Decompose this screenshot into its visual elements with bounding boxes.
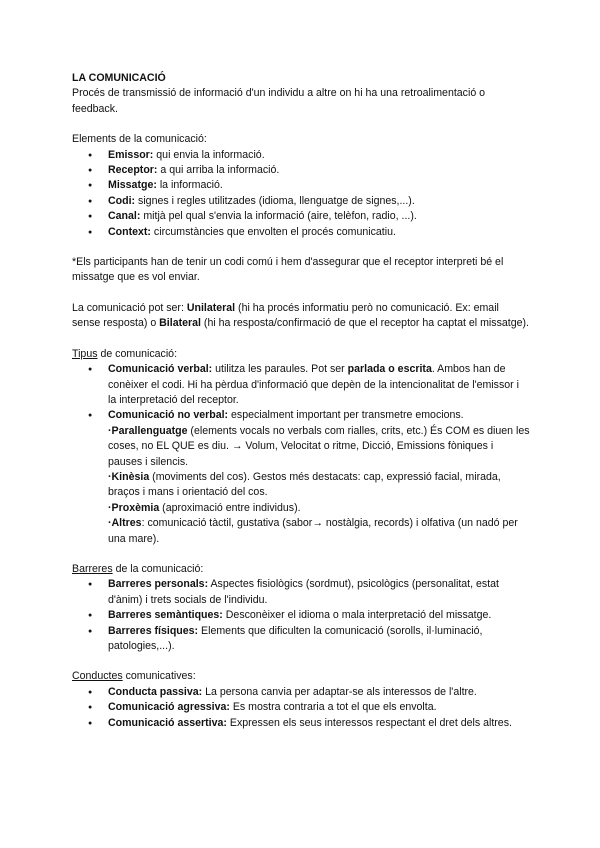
note-paragraph: *Els participants han de tenir un codi comú i hem d'assegurar que el receptor interpreti bé el missatge que es vol enviar. bbox=[72, 256, 504, 284]
list-item: ● Barreres semàntiques: Desconèixer el idioma o mala interpretació del missatge. bbox=[72, 608, 530, 623]
conductes-list bbox=[72, 685, 530, 731]
list-item: ● Comunicació verbal: utilitza les paraules. Pot ser parlada o escrita. Ambos han de conèixer el codi. Hi ha pèrdua d'informació que depèn de la intencionalitat de l'emissor i la interpretació del receptor. bbox=[72, 362, 530, 408]
types-paragraph: La comunicació pot ser: Unilateral (hi ha procés informatiu però no comunicació. Ex: email sense resposta) o Bilateral (hi ha resposta/confirmació de que el receptor ha captat el missatge). bbox=[72, 301, 529, 330]
list-item: ● Barreres físiques: Elements que dificulten la comunicació (sorolls, il·luminació, patologies,...). bbox=[72, 624, 530, 655]
list-item: ● Conducta passiva: La persona canvia per adaptar-se als interessos de l'altre. bbox=[72, 685, 530, 700]
barreres-heading: Barreres de la comunicació: bbox=[72, 562, 204, 575]
sub-item: ·Kinèsia (moviments del cos). Gestos més destacats: cap, expressió facial, mirada, braços i mans i orientació del cos. bbox=[108, 470, 501, 499]
list-item: ● Missatge: la informació. bbox=[72, 178, 530, 193]
list-item: ● Canal: mitjà pel qual s'envia la informació (aire, telèfon, radio, ...). bbox=[72, 209, 530, 224]
list-item: ● Codi: signes i regles utilitzades (idioma, llenguatge de signes,...). bbox=[72, 194, 530, 209]
list-item: ● Context: circumstàncies que envolten el procés comunicatiu. bbox=[72, 225, 530, 240]
list-item: ● Receptor: a qui arriba la informació. bbox=[72, 163, 530, 178]
list-item: ● Comunicació no verbal: especialment important per transmetre emocions. ·Parallenguatge (elements vocals no verbals com rialles, crits, etc.) És COM es diuen les coses, no EL QUE es diu. → Volum, Velocitat o ritme, Dicció, Emissions fòniques i pauses i silencis. ·Kinèsia (moviments del cos). Gestos més destacats: cap, expressió facial, mirada, braços i mans i orientació del cos. ·Proxèmia (aproximació entre individus). ·Altres: comunicació tàctil, gustativa (sabor→ nostàlgia, records) i olfativa (un nadó per una mare). bbox=[72, 408, 530, 547]
barreres-list bbox=[72, 577, 530, 654]
tipus-list bbox=[72, 362, 530, 547]
elements-list bbox=[72, 148, 530, 240]
definition-paragraph: Procés de transmissió de informació d'un individu a altre on hi ha una retroalimentació o feedback. bbox=[72, 87, 486, 115]
sub-item: ·Proxèmia (aproximació entre individus). bbox=[108, 501, 301, 514]
elements-heading: Elements de la comunicació: bbox=[72, 133, 207, 146]
sub-item: ·Parallenguatge (elements vocals no verbals com rialles, crits, etc.) És COM es diuen les coses, no EL QUE es diu. → Volum, Velocitat o ritme, Dicció, Emissions fòniques i pauses i silencis. bbox=[108, 424, 530, 468]
tipus-heading: Tipus de comunicació: bbox=[72, 347, 178, 360]
document-content bbox=[72, 71, 530, 731]
page-title: LA COMUNICACIÓ bbox=[72, 72, 166, 84]
conductes-heading: Conductes comunicatives: bbox=[72, 670, 196, 683]
list-item: ● Barreres personals: Aspectes fisiològics (sordmut), psicològics (personalitat, estat d'ànim) i trets socials de l'individu. bbox=[72, 577, 530, 608]
list-item: ● Comunicació assertiva: Expressen els seus interessos respectant el dret dels altres. bbox=[72, 716, 530, 731]
list-item: ● Emissor: qui envia la informació. bbox=[72, 148, 530, 163]
list-item: ● Comunicació agressiva: Es mostra contraria a tot el que els envolta. bbox=[72, 700, 530, 715]
sub-item: ·Altres: comunicació tàctil, gustativa (sabor→ nostàlgia, records) i olfativa (un nadó per una mare). bbox=[108, 517, 518, 545]
